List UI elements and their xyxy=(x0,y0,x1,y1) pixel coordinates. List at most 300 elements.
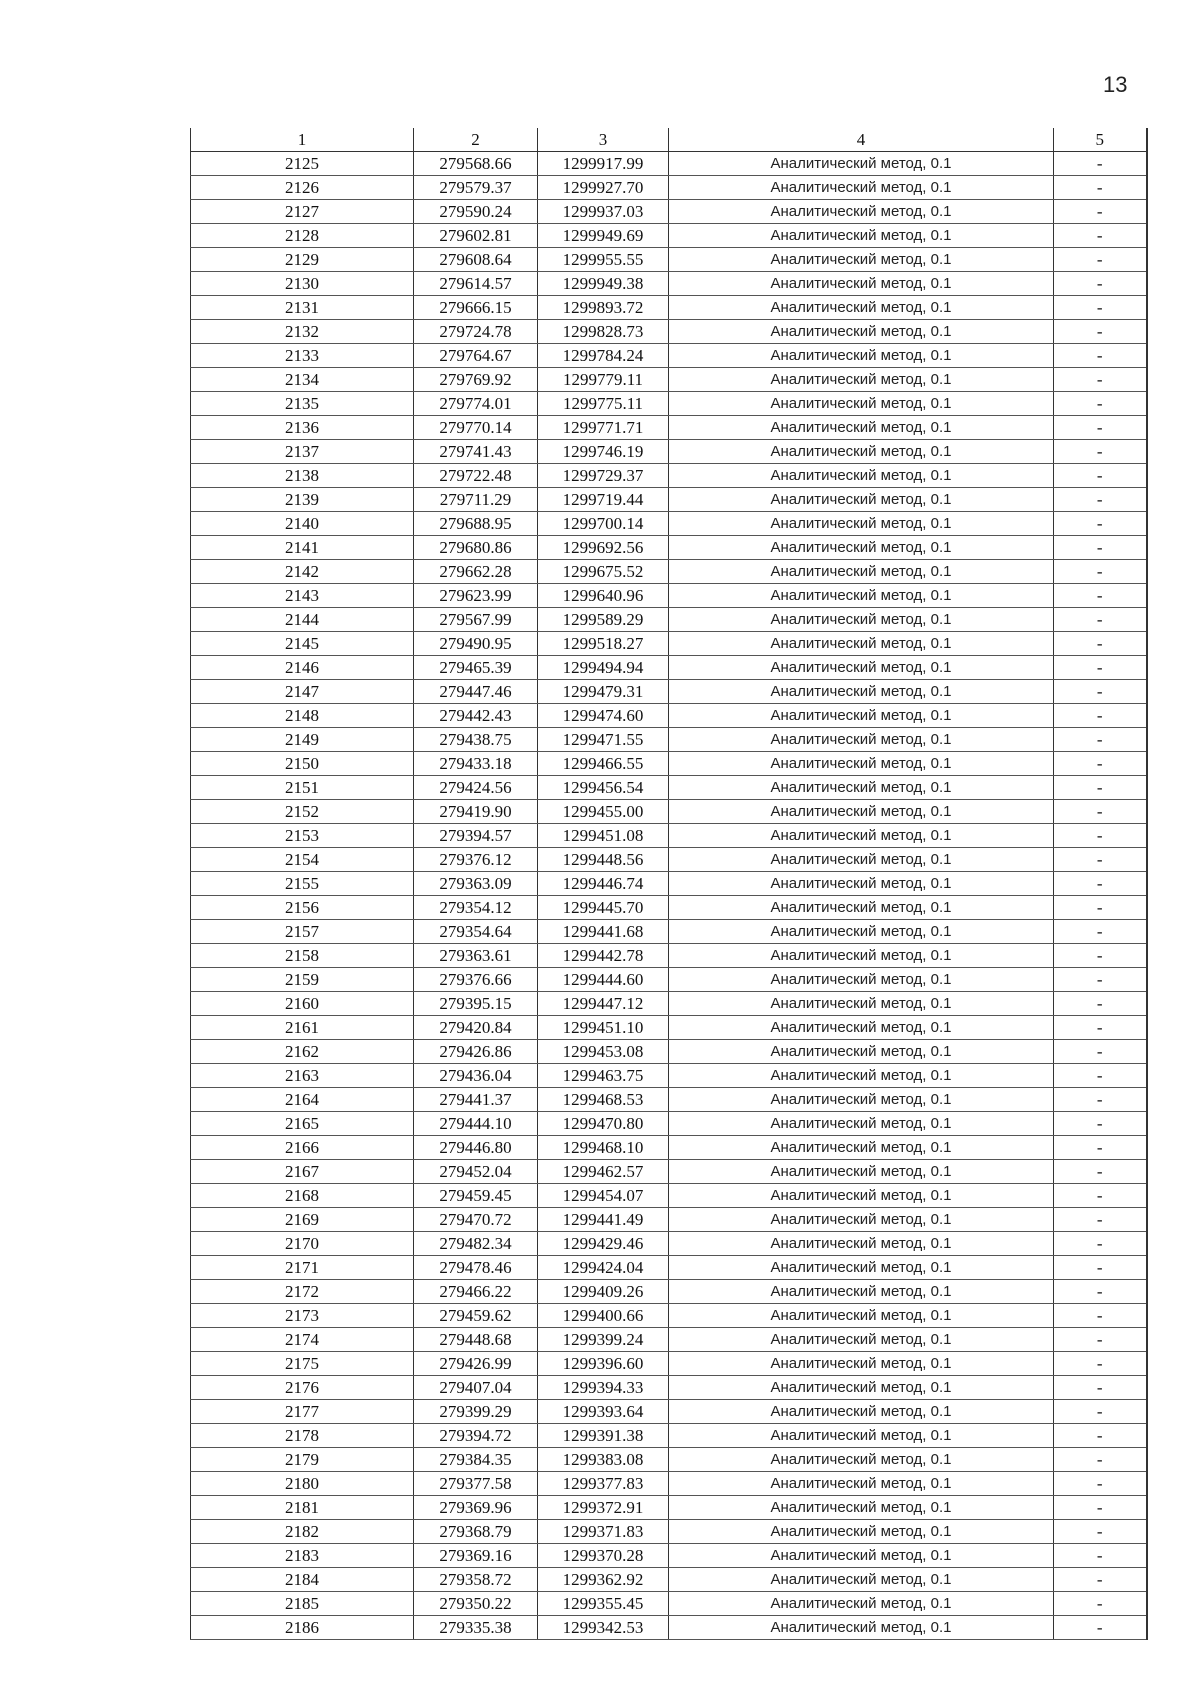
note-cell: - xyxy=(1054,1496,1147,1520)
x-coordinate-cell: 279363.09 xyxy=(414,872,538,896)
table-row xyxy=(191,536,1147,560)
x-coordinate-cell: 279384.35 xyxy=(414,1448,538,1472)
y-coordinate-cell: 1299362.92 xyxy=(538,1568,669,1592)
x-coordinate-cell: 279623.99 xyxy=(414,584,538,608)
point-number-cell: 2134 xyxy=(191,368,414,392)
y-coordinate-cell: 1299400.66 xyxy=(538,1304,669,1328)
table-row xyxy=(191,632,1147,656)
point-number-cell: 2153 xyxy=(191,824,414,848)
table-row xyxy=(191,1184,1147,1208)
point-number-cell: 2148 xyxy=(191,704,414,728)
x-coordinate-cell: 279335.38 xyxy=(414,1616,538,1640)
point-number-cell: 2171 xyxy=(191,1256,414,1280)
y-coordinate-cell: 1299442.78 xyxy=(538,944,669,968)
table-row xyxy=(191,512,1147,536)
method-cell: Аналитический метод, 0.1 xyxy=(669,1544,1054,1568)
method-cell: Аналитический метод, 0.1 xyxy=(669,368,1054,392)
table-row xyxy=(191,1040,1147,1064)
method-cell: Аналитический метод, 0.1 xyxy=(669,1256,1054,1280)
note-cell: - xyxy=(1054,176,1147,200)
x-coordinate-cell: 279466.22 xyxy=(414,1280,538,1304)
point-number-cell: 2182 xyxy=(191,1520,414,1544)
x-coordinate-cell: 279424.56 xyxy=(414,776,538,800)
x-coordinate-cell: 279399.29 xyxy=(414,1400,538,1424)
note-cell: - xyxy=(1054,920,1147,944)
point-number-cell: 2141 xyxy=(191,536,414,560)
point-number-cell: 2136 xyxy=(191,416,414,440)
method-cell: Аналитический метод, 0.1 xyxy=(669,1496,1054,1520)
point-number-cell: 2181 xyxy=(191,1496,414,1520)
x-coordinate-cell: 279590.24 xyxy=(414,200,538,224)
point-number-cell: 2128 xyxy=(191,224,414,248)
table-row xyxy=(191,1472,1147,1496)
point-number-cell: 2162 xyxy=(191,1040,414,1064)
y-coordinate-cell: 1299640.96 xyxy=(538,584,669,608)
y-coordinate-cell: 1299729.37 xyxy=(538,464,669,488)
point-number-cell: 2125 xyxy=(191,152,414,176)
method-cell: Аналитический метод, 0.1 xyxy=(669,1472,1054,1496)
method-cell: Аналитический метод, 0.1 xyxy=(669,296,1054,320)
table-row xyxy=(191,1064,1147,1088)
method-cell: Аналитический метод, 0.1 xyxy=(669,1064,1054,1088)
point-number-cell: 2176 xyxy=(191,1376,414,1400)
table-row xyxy=(191,1232,1147,1256)
method-cell: Аналитический метод, 0.1 xyxy=(669,896,1054,920)
method-cell: Аналитический метод, 0.1 xyxy=(669,1088,1054,1112)
note-cell: - xyxy=(1054,608,1147,632)
note-cell: - xyxy=(1054,872,1147,896)
note-cell: - xyxy=(1054,368,1147,392)
method-cell: Аналитический метод, 0.1 xyxy=(669,968,1054,992)
y-coordinate-cell: 1299949.69 xyxy=(538,224,669,248)
x-coordinate-cell: 279459.45 xyxy=(414,1184,538,1208)
point-number-cell: 2179 xyxy=(191,1448,414,1472)
y-coordinate-cell: 1299828.73 xyxy=(538,320,669,344)
point-number-cell: 2147 xyxy=(191,680,414,704)
x-coordinate-cell: 279465.39 xyxy=(414,656,538,680)
point-number-cell: 2177 xyxy=(191,1400,414,1424)
note-cell: - xyxy=(1054,344,1147,368)
point-number-cell: 2159 xyxy=(191,968,414,992)
y-coordinate-cell: 1299451.10 xyxy=(538,1016,669,1040)
method-cell: Аналитический метод, 0.1 xyxy=(669,1448,1054,1472)
header-row xyxy=(191,128,1147,152)
table-row xyxy=(191,1256,1147,1280)
note-cell: - xyxy=(1054,752,1147,776)
note-cell: - xyxy=(1054,296,1147,320)
method-cell: Аналитический метод, 0.1 xyxy=(669,488,1054,512)
note-cell: - xyxy=(1054,824,1147,848)
note-cell: - xyxy=(1054,272,1147,296)
x-coordinate-cell: 279666.15 xyxy=(414,296,538,320)
note-cell: - xyxy=(1054,1184,1147,1208)
x-coordinate-cell: 279376.66 xyxy=(414,968,538,992)
x-coordinate-cell: 279394.72 xyxy=(414,1424,538,1448)
table-row xyxy=(191,944,1147,968)
y-coordinate-cell: 1299455.00 xyxy=(538,800,669,824)
table-row xyxy=(191,272,1147,296)
x-coordinate-cell: 279711.29 xyxy=(414,488,538,512)
note-cell: - xyxy=(1054,464,1147,488)
note-cell: - xyxy=(1054,1568,1147,1592)
x-coordinate-cell: 279447.46 xyxy=(414,680,538,704)
x-coordinate-cell: 279764.67 xyxy=(414,344,538,368)
y-coordinate-cell: 1299917.99 xyxy=(538,152,669,176)
x-coordinate-cell: 279459.62 xyxy=(414,1304,538,1328)
point-number-cell: 2149 xyxy=(191,728,414,752)
method-cell: Аналитический метод, 0.1 xyxy=(669,1208,1054,1232)
x-coordinate-cell: 279368.79 xyxy=(414,1520,538,1544)
table-row xyxy=(191,248,1147,272)
method-cell: Аналитический метод, 0.1 xyxy=(669,704,1054,728)
method-cell: Аналитический метод, 0.1 xyxy=(669,680,1054,704)
note-cell: - xyxy=(1054,1232,1147,1256)
x-coordinate-cell: 279568.66 xyxy=(414,152,538,176)
method-cell: Аналитический метод, 0.1 xyxy=(669,224,1054,248)
method-cell: Аналитический метод, 0.1 xyxy=(669,1352,1054,1376)
method-cell: Аналитический метод, 0.1 xyxy=(669,752,1054,776)
x-coordinate-cell: 279407.04 xyxy=(414,1376,538,1400)
x-coordinate-cell: 279419.90 xyxy=(414,800,538,824)
point-number-cell: 2154 xyxy=(191,848,414,872)
x-coordinate-cell: 279426.86 xyxy=(414,1040,538,1064)
x-coordinate-cell: 279394.57 xyxy=(414,824,538,848)
point-number-cell: 2150 xyxy=(191,752,414,776)
note-cell: - xyxy=(1054,536,1147,560)
x-coordinate-cell: 279376.12 xyxy=(414,848,538,872)
x-coordinate-cell: 279358.72 xyxy=(414,1568,538,1592)
point-number-cell: 2164 xyxy=(191,1088,414,1112)
y-coordinate-cell: 1299424.04 xyxy=(538,1256,669,1280)
point-number-cell: 2142 xyxy=(191,560,414,584)
y-coordinate-cell: 1299775.11 xyxy=(538,392,669,416)
note-cell: - xyxy=(1054,416,1147,440)
x-coordinate-cell: 279441.37 xyxy=(414,1088,538,1112)
x-coordinate-cell: 279426.99 xyxy=(414,1352,538,1376)
table-row xyxy=(191,1376,1147,1400)
coordinates-table xyxy=(190,128,1148,1640)
x-coordinate-cell: 279470.72 xyxy=(414,1208,538,1232)
table-row xyxy=(191,776,1147,800)
y-coordinate-cell: 1299394.33 xyxy=(538,1376,669,1400)
table-row xyxy=(191,464,1147,488)
point-number-cell: 2173 xyxy=(191,1304,414,1328)
method-cell: Аналитический метод, 0.1 xyxy=(669,1568,1054,1592)
method-cell: Аналитический метод, 0.1 xyxy=(669,824,1054,848)
header-col-3: 3 xyxy=(538,128,669,152)
table-row xyxy=(191,1208,1147,1232)
point-number-cell: 2138 xyxy=(191,464,414,488)
y-coordinate-cell: 1299399.24 xyxy=(538,1328,669,1352)
method-cell: Аналитический метод, 0.1 xyxy=(669,416,1054,440)
point-number-cell: 2168 xyxy=(191,1184,414,1208)
method-cell: Аналитический метод, 0.1 xyxy=(669,1040,1054,1064)
y-coordinate-cell: 1299779.11 xyxy=(538,368,669,392)
table-row xyxy=(191,1112,1147,1136)
point-number-cell: 2167 xyxy=(191,1160,414,1184)
x-coordinate-cell: 279602.81 xyxy=(414,224,538,248)
point-number-cell: 2166 xyxy=(191,1136,414,1160)
method-cell: Аналитический метод, 0.1 xyxy=(669,944,1054,968)
note-cell: - xyxy=(1054,560,1147,584)
x-coordinate-cell: 279579.37 xyxy=(414,176,538,200)
method-cell: Аналитический метод, 0.1 xyxy=(669,248,1054,272)
table-row xyxy=(191,1400,1147,1424)
note-cell: - xyxy=(1054,1448,1147,1472)
y-coordinate-cell: 1299471.55 xyxy=(538,728,669,752)
y-coordinate-cell: 1299463.75 xyxy=(538,1064,669,1088)
point-number-cell: 2175 xyxy=(191,1352,414,1376)
method-cell: Аналитический метод, 0.1 xyxy=(669,656,1054,680)
table-row xyxy=(191,728,1147,752)
method-cell: Аналитический метод, 0.1 xyxy=(669,1376,1054,1400)
y-coordinate-cell: 1299589.29 xyxy=(538,608,669,632)
point-number-cell: 2184 xyxy=(191,1568,414,1592)
note-cell: - xyxy=(1054,848,1147,872)
note-cell: - xyxy=(1054,680,1147,704)
y-coordinate-cell: 1299372.91 xyxy=(538,1496,669,1520)
method-cell: Аналитический метод, 0.1 xyxy=(669,1424,1054,1448)
y-coordinate-cell: 1299391.38 xyxy=(538,1424,669,1448)
method-cell: Аналитический метод, 0.1 xyxy=(669,632,1054,656)
note-cell: - xyxy=(1054,944,1147,968)
method-cell: Аналитический метод, 0.1 xyxy=(669,1184,1054,1208)
y-coordinate-cell: 1299470.80 xyxy=(538,1112,669,1136)
table-row xyxy=(191,1160,1147,1184)
x-coordinate-cell: 279770.14 xyxy=(414,416,538,440)
method-cell: Аналитический метод, 0.1 xyxy=(669,800,1054,824)
method-cell: Аналитический метод, 0.1 xyxy=(669,1160,1054,1184)
method-cell: Аналитический метод, 0.1 xyxy=(669,1400,1054,1424)
y-coordinate-cell: 1299468.53 xyxy=(538,1088,669,1112)
point-number-cell: 2160 xyxy=(191,992,414,1016)
y-coordinate-cell: 1299370.28 xyxy=(538,1544,669,1568)
table-row xyxy=(191,1280,1147,1304)
header-col-2: 2 xyxy=(414,128,538,152)
table-row xyxy=(191,1616,1147,1640)
table-row xyxy=(191,1136,1147,1160)
table-row xyxy=(191,896,1147,920)
x-coordinate-cell: 279438.75 xyxy=(414,728,538,752)
table-row xyxy=(191,344,1147,368)
y-coordinate-cell: 1299441.68 xyxy=(538,920,669,944)
point-number-cell: 2178 xyxy=(191,1424,414,1448)
y-coordinate-cell: 1299446.74 xyxy=(538,872,669,896)
x-coordinate-cell: 279448.68 xyxy=(414,1328,538,1352)
y-coordinate-cell: 1299700.14 xyxy=(538,512,669,536)
method-cell: Аналитический метод, 0.1 xyxy=(669,776,1054,800)
note-cell: - xyxy=(1054,776,1147,800)
note-cell: - xyxy=(1054,728,1147,752)
point-number-cell: 2146 xyxy=(191,656,414,680)
method-cell: Аналитический метод, 0.1 xyxy=(669,1232,1054,1256)
x-coordinate-cell: 279482.34 xyxy=(414,1232,538,1256)
method-cell: Аналитический метод, 0.1 xyxy=(669,872,1054,896)
table-row xyxy=(191,920,1147,944)
note-cell: - xyxy=(1054,248,1147,272)
y-coordinate-cell: 1299949.38 xyxy=(538,272,669,296)
method-cell: Аналитический метод, 0.1 xyxy=(669,1592,1054,1616)
method-cell: Аналитический метод, 0.1 xyxy=(669,440,1054,464)
y-coordinate-cell: 1299955.55 xyxy=(538,248,669,272)
y-coordinate-cell: 1299451.08 xyxy=(538,824,669,848)
note-cell: - xyxy=(1054,1064,1147,1088)
note-cell: - xyxy=(1054,968,1147,992)
y-coordinate-cell: 1299468.10 xyxy=(538,1136,669,1160)
y-coordinate-cell: 1299396.60 xyxy=(538,1352,669,1376)
y-coordinate-cell: 1299518.27 xyxy=(538,632,669,656)
table-row xyxy=(191,1448,1147,1472)
method-cell: Аналитический метод, 0.1 xyxy=(669,608,1054,632)
method-cell: Аналитический метод, 0.1 xyxy=(669,1328,1054,1352)
table-row xyxy=(191,1424,1147,1448)
note-cell: - xyxy=(1054,1016,1147,1040)
table-row xyxy=(191,1544,1147,1568)
point-number-cell: 2130 xyxy=(191,272,414,296)
note-cell: - xyxy=(1054,1160,1147,1184)
y-coordinate-cell: 1299494.94 xyxy=(538,656,669,680)
point-number-cell: 2169 xyxy=(191,1208,414,1232)
x-coordinate-cell: 279369.96 xyxy=(414,1496,538,1520)
y-coordinate-cell: 1299462.57 xyxy=(538,1160,669,1184)
note-cell: - xyxy=(1054,224,1147,248)
table-row xyxy=(191,176,1147,200)
y-coordinate-cell: 1299454.07 xyxy=(538,1184,669,1208)
table-row xyxy=(191,416,1147,440)
note-cell: - xyxy=(1054,632,1147,656)
y-coordinate-cell: 1299383.08 xyxy=(538,1448,669,1472)
table-row xyxy=(191,968,1147,992)
x-coordinate-cell: 279442.43 xyxy=(414,704,538,728)
note-cell: - xyxy=(1054,1472,1147,1496)
table-row xyxy=(191,848,1147,872)
method-cell: Аналитический метод, 0.1 xyxy=(669,320,1054,344)
method-cell: Аналитический метод, 0.1 xyxy=(669,272,1054,296)
note-cell: - xyxy=(1054,200,1147,224)
table-row xyxy=(191,680,1147,704)
y-coordinate-cell: 1299393.64 xyxy=(538,1400,669,1424)
y-coordinate-cell: 1299429.46 xyxy=(538,1232,669,1256)
table-row xyxy=(191,200,1147,224)
x-coordinate-cell: 279662.28 xyxy=(414,560,538,584)
note-cell: - xyxy=(1054,992,1147,1016)
method-cell: Аналитический метод, 0.1 xyxy=(669,584,1054,608)
table-row xyxy=(191,752,1147,776)
x-coordinate-cell: 279688.95 xyxy=(414,512,538,536)
point-number-cell: 2133 xyxy=(191,344,414,368)
note-cell: - xyxy=(1054,1424,1147,1448)
method-cell: Аналитический метод, 0.1 xyxy=(669,392,1054,416)
point-number-cell: 2144 xyxy=(191,608,414,632)
point-number-cell: 2151 xyxy=(191,776,414,800)
method-cell: Аналитический метод, 0.1 xyxy=(669,1616,1054,1640)
method-cell: Аналитический метод, 0.1 xyxy=(669,920,1054,944)
note-cell: - xyxy=(1054,704,1147,728)
method-cell: Аналитический метод, 0.1 xyxy=(669,728,1054,752)
y-coordinate-cell: 1299937.03 xyxy=(538,200,669,224)
y-coordinate-cell: 1299453.08 xyxy=(538,1040,669,1064)
point-number-cell: 2131 xyxy=(191,296,414,320)
header-col-4: 4 xyxy=(669,128,1054,152)
x-coordinate-cell: 279478.46 xyxy=(414,1256,538,1280)
x-coordinate-cell: 279452.04 xyxy=(414,1160,538,1184)
table-row xyxy=(191,608,1147,632)
table-row xyxy=(191,488,1147,512)
x-coordinate-cell: 279436.04 xyxy=(414,1064,538,1088)
x-coordinate-cell: 279741.43 xyxy=(414,440,538,464)
note-cell: - xyxy=(1054,1592,1147,1616)
page-number: 13 xyxy=(1103,72,1128,97)
y-coordinate-cell: 1299479.31 xyxy=(538,680,669,704)
y-coordinate-cell: 1299927.70 xyxy=(538,176,669,200)
table-row xyxy=(191,1496,1147,1520)
y-coordinate-cell: 1299771.71 xyxy=(538,416,669,440)
table-row xyxy=(191,560,1147,584)
y-coordinate-cell: 1299746.19 xyxy=(538,440,669,464)
note-cell: - xyxy=(1054,440,1147,464)
x-coordinate-cell: 279769.92 xyxy=(414,368,538,392)
note-cell: - xyxy=(1054,1040,1147,1064)
x-coordinate-cell: 279722.48 xyxy=(414,464,538,488)
point-number-cell: 2185 xyxy=(191,1592,414,1616)
y-coordinate-cell: 1299444.60 xyxy=(538,968,669,992)
y-coordinate-cell: 1299448.56 xyxy=(538,848,669,872)
y-coordinate-cell: 1299371.83 xyxy=(538,1520,669,1544)
note-cell: - xyxy=(1054,896,1147,920)
header-col-5: 5 xyxy=(1054,128,1147,152)
point-number-cell: 2156 xyxy=(191,896,414,920)
note-cell: - xyxy=(1054,1136,1147,1160)
y-coordinate-cell: 1299409.26 xyxy=(538,1280,669,1304)
note-cell: - xyxy=(1054,1280,1147,1304)
note-cell: - xyxy=(1054,1616,1147,1640)
y-coordinate-cell: 1299675.52 xyxy=(538,560,669,584)
y-coordinate-cell: 1299342.53 xyxy=(538,1616,669,1640)
table-row xyxy=(191,1016,1147,1040)
note-cell: - xyxy=(1054,1520,1147,1544)
table-row xyxy=(191,1304,1147,1328)
method-cell: Аналитический метод, 0.1 xyxy=(669,992,1054,1016)
table-row xyxy=(191,1520,1147,1544)
point-number-cell: 2137 xyxy=(191,440,414,464)
method-cell: Аналитический метод, 0.1 xyxy=(669,200,1054,224)
x-coordinate-cell: 279350.22 xyxy=(414,1592,538,1616)
table-row xyxy=(191,224,1147,248)
note-cell: - xyxy=(1054,1112,1147,1136)
note-cell: - xyxy=(1054,1328,1147,1352)
note-cell: - xyxy=(1054,392,1147,416)
note-cell: - xyxy=(1054,1208,1147,1232)
table-row xyxy=(191,368,1147,392)
point-number-cell: 2143 xyxy=(191,584,414,608)
x-coordinate-cell: 279433.18 xyxy=(414,752,538,776)
note-cell: - xyxy=(1054,1376,1147,1400)
x-coordinate-cell: 279354.64 xyxy=(414,920,538,944)
point-number-cell: 2127 xyxy=(191,200,414,224)
table-row xyxy=(191,1328,1147,1352)
x-coordinate-cell: 279369.16 xyxy=(414,1544,538,1568)
table-row xyxy=(191,656,1147,680)
table-row xyxy=(191,440,1147,464)
x-coordinate-cell: 279774.01 xyxy=(414,392,538,416)
y-coordinate-cell: 1299377.83 xyxy=(538,1472,669,1496)
x-coordinate-cell: 279377.58 xyxy=(414,1472,538,1496)
table-row xyxy=(191,800,1147,824)
note-cell: - xyxy=(1054,512,1147,536)
table-row xyxy=(191,296,1147,320)
table-row xyxy=(191,872,1147,896)
method-cell: Аналитический метод, 0.1 xyxy=(669,176,1054,200)
